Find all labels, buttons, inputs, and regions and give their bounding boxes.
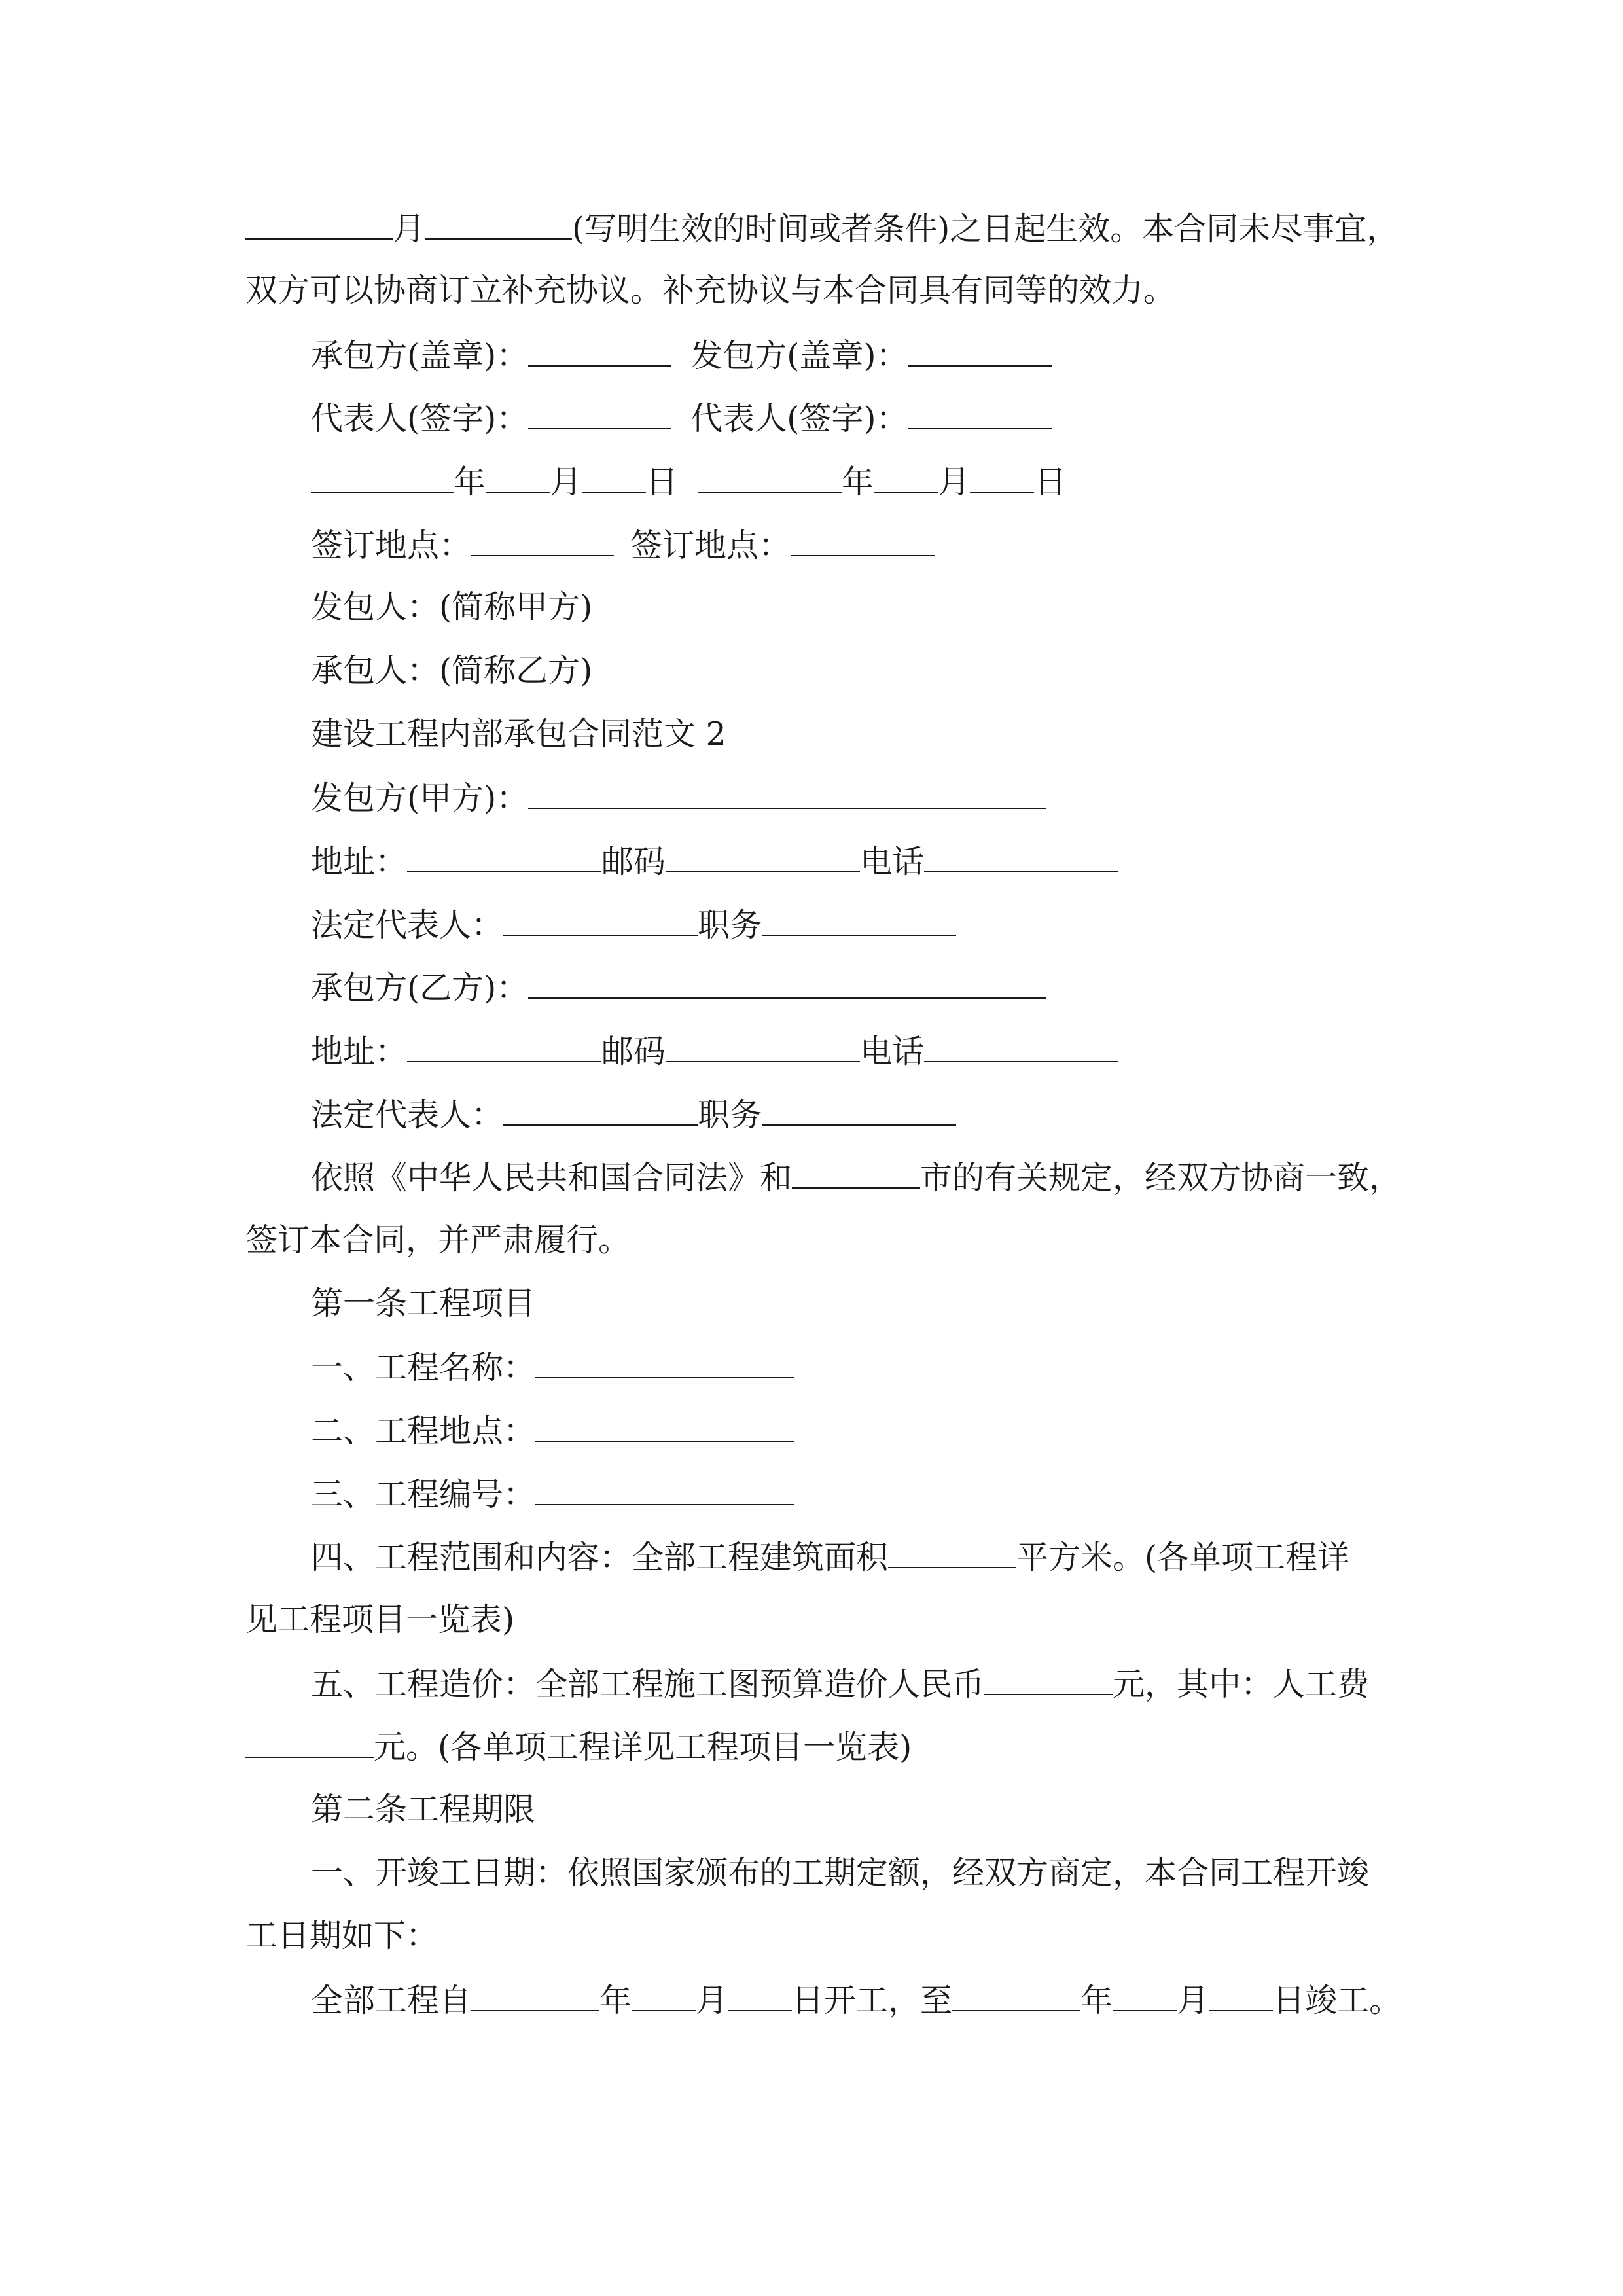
- item-text: 元。(各单项工程详见工程项目一览表): [374, 1729, 912, 1766]
- address-label: 地址：: [311, 843, 408, 880]
- party-a-field[interactable]: [528, 778, 1046, 809]
- end-month-field[interactable]: [1113, 1980, 1177, 2011]
- party-a-address-line: [311, 841, 1118, 880]
- start-month-field[interactable]: [632, 1980, 696, 2011]
- schedule-text: 日竣工。: [1273, 1982, 1402, 2019]
- employer-short: 发包人：(简称甲方): [311, 588, 593, 626]
- blank-field[interactable]: [245, 208, 393, 240]
- end-year-field[interactable]: [952, 1980, 1080, 2011]
- month-field[interactable]: [486, 461, 550, 493]
- clause-supplement-line: [245, 271, 1175, 310]
- basis-line: [311, 1157, 1401, 1196]
- address-field[interactable]: [407, 841, 601, 872]
- project-number-field[interactable]: [535, 1474, 794, 1505]
- project-name-field[interactable]: [535, 1347, 794, 1378]
- item-cost-line: [311, 1664, 1369, 1703]
- item-project-name: [311, 1347, 794, 1386]
- period-line: [311, 1854, 1369, 1893]
- start-year-field[interactable]: [471, 1980, 599, 2011]
- party-b-line: [311, 967, 1046, 1007]
- schedule-text: 日开工，至: [792, 1982, 953, 2019]
- basis-line-2: [245, 1221, 630, 1260]
- postcode-label: 邮码: [601, 843, 666, 880]
- clause-effective-line: [245, 208, 1399, 247]
- signature-date-line: [311, 461, 1066, 501]
- postcode-field[interactable]: [666, 1031, 860, 1062]
- year-field[interactable]: [698, 461, 842, 493]
- phone-field[interactable]: [924, 841, 1118, 872]
- schedule-line: [311, 1980, 1401, 2019]
- party-b-address-line: [311, 1031, 1118, 1070]
- article-title: 第二条工程期限: [311, 1791, 536, 1828]
- rep-a-label: 代表人(签字)：: [311, 400, 529, 437]
- party-a-label: 发包方(甲方)：: [311, 780, 529, 817]
- area-field[interactable]: [888, 1537, 1016, 1568]
- legal-rep-label: 法定代表人：: [311, 1096, 504, 1134]
- position-label: 职务: [698, 1096, 762, 1134]
- day-field[interactable]: [970, 461, 1034, 493]
- signature-seal-line: [311, 335, 1052, 374]
- rep-b-field[interactable]: [908, 398, 1052, 429]
- labor-cost-field[interactable]: [245, 1727, 374, 1758]
- section-title-text: 建设工程内部承包合同范文 2: [311, 715, 726, 753]
- article-2-title: [311, 1790, 535, 1829]
- month-label: 月: [938, 463, 971, 501]
- legal-rep-label: 法定代表人：: [311, 906, 504, 944]
- contractor-seal-label: 承包方(盖章)：: [311, 337, 529, 374]
- legal-rep-field[interactable]: [503, 1094, 698, 1126]
- rep-a-field[interactable]: [528, 398, 671, 429]
- sign-place-a-field[interactable]: [471, 525, 614, 556]
- article-1-title: [311, 1284, 535, 1323]
- article-title: 第一条工程项目: [311, 1285, 536, 1322]
- blank-field[interactable]: [425, 208, 572, 240]
- item-label: 三、工程编号：: [311, 1476, 536, 1513]
- signature-rep-line: [311, 398, 1052, 437]
- employer-seal-label: 发包方(盖章)：: [690, 337, 908, 374]
- item-scope-line: [311, 1537, 1349, 1576]
- address-field[interactable]: [407, 1031, 601, 1062]
- month-field[interactable]: [874, 461, 938, 493]
- sign-place-b-label: 签订地点：: [630, 527, 791, 564]
- employer-short-line: [311, 588, 592, 627]
- contractor-short-line: [311, 651, 592, 691]
- schedule-text: 全部工程自: [311, 1982, 472, 2019]
- position-field[interactable]: [762, 905, 956, 936]
- month-label: 月: [550, 463, 582, 501]
- month-label: 月: [1177, 1982, 1209, 2019]
- phone-label: 电话: [860, 1033, 925, 1070]
- basis-text: 依照《中华人民共和国合同法》和: [311, 1159, 793, 1196]
- item-text: 平方米。(各单项工程详: [1016, 1539, 1350, 1576]
- item-scope-line-2: [245, 1600, 514, 1640]
- rep-b-label: 代表人(签字)：: [690, 400, 908, 437]
- sign-place-a-label: 签订地点：: [311, 527, 472, 564]
- clause-text: (写明生效的时间或者条件)之日起生效。本合同未尽事宜，: [572, 210, 1399, 247]
- postcode-label: 邮码: [601, 1033, 666, 1070]
- day-label: 日: [1034, 463, 1067, 501]
- item-label: 二、工程地点：: [311, 1412, 536, 1450]
- basis-text: 签订本合同，并严肃履行。: [245, 1221, 631, 1259]
- contractor-seal-field[interactable]: [528, 335, 671, 367]
- basis-text: 市的有关规定，经双方协商一致，: [920, 1159, 1402, 1196]
- city-field[interactable]: [792, 1157, 920, 1189]
- phone-label: 电话: [860, 843, 925, 880]
- day-label: 日: [646, 463, 679, 501]
- position-field[interactable]: [762, 1094, 956, 1126]
- item-text: 五、工程造价：全部工程施工图预算造价人民币: [311, 1666, 985, 1703]
- month-label: 月: [393, 210, 425, 247]
- postcode-field[interactable]: [666, 841, 860, 872]
- clause-text: 双方可以协商订立补充协议。补充协议与本合同具有同等的效力。: [245, 272, 1176, 309]
- item-cost-line-2: [245, 1727, 912, 1766]
- project-location-field[interactable]: [535, 1410, 794, 1442]
- legal-rep-field[interactable]: [503, 905, 698, 936]
- period-text: 工日期如下：: [245, 1917, 438, 1954]
- year-label: 年: [454, 463, 486, 501]
- year-label: 年: [1080, 1982, 1113, 2019]
- cost-field[interactable]: [984, 1664, 1113, 1695]
- sign-place-b-field[interactable]: [791, 525, 935, 556]
- month-label: 月: [696, 1982, 728, 2019]
- contractor-short: 承包人：(简称乙方): [311, 652, 593, 689]
- address-label: 地址：: [311, 1033, 408, 1070]
- period-line-2: [245, 1916, 438, 1956]
- employer-seal-field[interactable]: [908, 335, 1052, 367]
- party-b-field[interactable]: [528, 967, 1046, 999]
- item-label: 一、工程名称：: [311, 1349, 536, 1386]
- phone-field[interactable]: [924, 1031, 1118, 1062]
- party-b-label: 承包方(乙方)：: [311, 969, 529, 1007]
- party-a-line: [311, 778, 1046, 817]
- period-text: 一、开竣工日期：依照国家颁布的工期定额，经双方商定，本合同工程开竣: [311, 1854, 1370, 1892]
- item-project-location: [311, 1410, 794, 1450]
- item-text: 见工程项目一览表): [245, 1601, 515, 1638]
- party-b-legal-rep-line: [311, 1094, 956, 1134]
- day-field[interactable]: [582, 461, 646, 493]
- start-day-field[interactable]: [728, 1980, 792, 2011]
- year-label: 年: [842, 463, 874, 501]
- party-a-legal-rep-line: [311, 905, 956, 944]
- item-text: 四、工程范围和内容：全部工程建筑面积: [311, 1539, 889, 1576]
- year-label: 年: [599, 1982, 632, 2019]
- sign-place-line: [311, 525, 935, 564]
- position-label: 职务: [698, 906, 762, 944]
- item-text: 元，其中：人工费: [1113, 1666, 1370, 1703]
- section-title: [311, 715, 726, 754]
- end-day-field[interactable]: [1209, 1980, 1273, 2011]
- item-project-number: [311, 1474, 794, 1513]
- year-field[interactable]: [311, 461, 454, 493]
